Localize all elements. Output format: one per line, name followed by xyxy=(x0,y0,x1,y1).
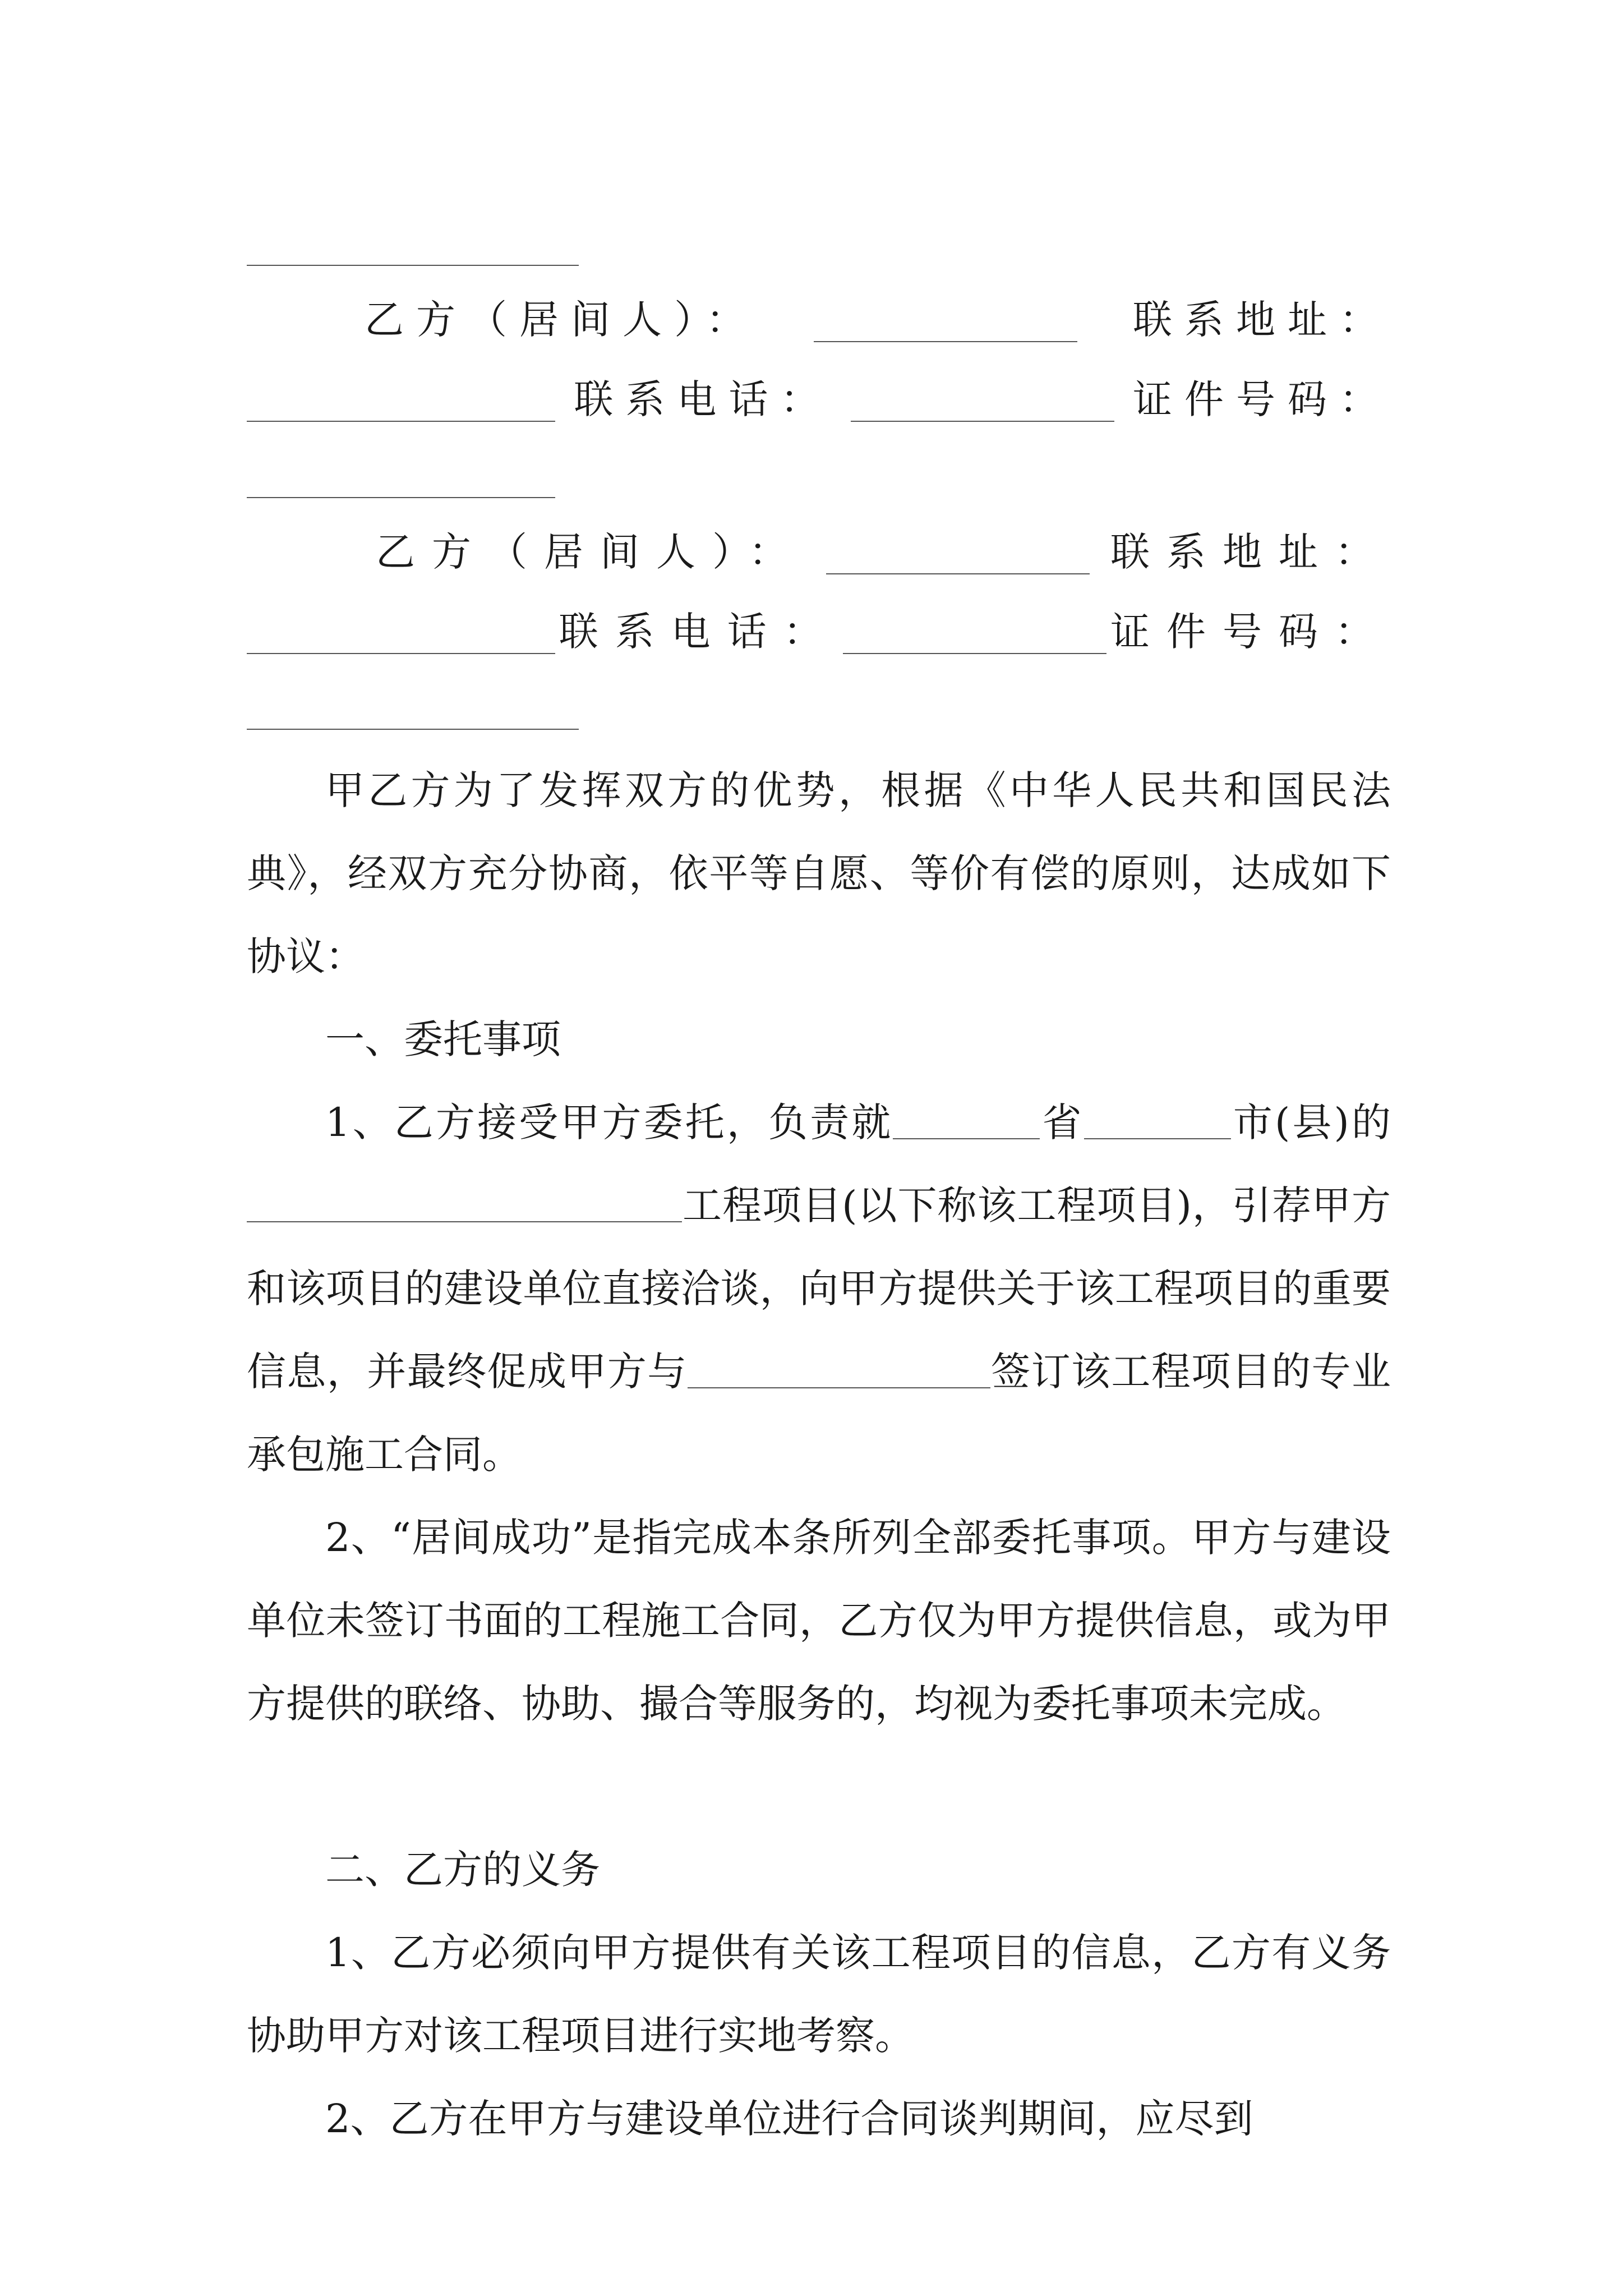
party-b-1-phone-blank[interactable] xyxy=(851,386,1114,422)
party-b-1-address-label: 联系地址： xyxy=(1133,297,1391,343)
party-b-1-id-blank[interactable] xyxy=(247,497,555,498)
section-1-item-2: 2、“居间成功”是指完成本条所列全部委托事项。甲方与建设单位未签订书面的工程施工合同，乙方仅为甲方提供信息，或为甲方提供的联络、协助、撮合等服务的，均视为委托事项未完成。 xyxy=(247,1515,1391,1727)
party-b-2-line-1 xyxy=(376,530,1391,574)
section-1-heading: 一、委托事项 xyxy=(325,1016,561,1062)
city-blank[interactable] xyxy=(1084,1103,1231,1139)
party-b-2-phone-label: 联系电话： xyxy=(559,609,840,655)
party-b-2-id-label: 证件号码： xyxy=(1110,609,1391,655)
party-b-2-id-blank[interactable] xyxy=(247,729,579,730)
party-b-1-id-label: 证件号码： xyxy=(1132,376,1391,422)
item-1-text-a: 1、乙方接受甲方委托，负责就 xyxy=(325,1099,893,1145)
item-1-text-b: 省 xyxy=(1040,1099,1084,1145)
party-b-2-label: 乙方（居间人）： xyxy=(376,529,805,575)
section-2-heading: 二、乙方的义务 xyxy=(325,1847,600,1893)
party-b-1-address-blank[interactable] xyxy=(247,386,555,422)
party-b-2-line-2 xyxy=(247,609,1391,654)
item-1-text-c: 市(县)的 xyxy=(1230,1099,1391,1145)
party-b-2-phone-blank[interactable] xyxy=(843,618,1106,654)
party-b-2-address-label: 联系地址： xyxy=(1110,529,1391,575)
section-2-item-1: 1、乙方必须向甲方提供有关该工程项目的信息，乙方有义务协助甲方对该工程项目进行实地考察。 xyxy=(247,1930,1391,2059)
party-b-1-line-1 xyxy=(365,297,1391,342)
counterparty-blank[interactable] xyxy=(688,1352,990,1388)
party-b-1-label: 乙方（居间人）： xyxy=(365,297,758,343)
party-b-2-address-blank[interactable] xyxy=(247,618,555,654)
item-1-text-d: 工程项目(以下称该工程项目)，引荐甲方和该项目的建设单位直接洽谈，向甲方提供关于该工程项目的重要信息，并最终促成甲方与 xyxy=(247,1182,1391,1395)
party-b-1-line-2 xyxy=(247,377,1391,422)
section-2-item-2: 2、乙方在甲方与建设单位进行合同谈判期间，应尽到 xyxy=(325,2096,1253,2142)
party-b-1-name-blank[interactable] xyxy=(814,306,1077,342)
party-b-1-phone-label: 联系电话： xyxy=(574,376,832,422)
item-1-text-e: 签订该工程项目的专业承包施工合同。 xyxy=(247,1349,1391,1478)
project-name-blank[interactable] xyxy=(247,1186,682,1222)
province-blank[interactable] xyxy=(893,1103,1040,1139)
party-b-2-name-blank[interactable] xyxy=(826,539,1090,574)
section-1-item-1 xyxy=(247,1081,1391,1496)
top-blank-line xyxy=(247,265,579,266)
intro-paragraph: 甲乙方为了发挥双方的优势，根据《中华人民共和国民法典》，经双方充分协商，依平等自愿、等价有偿的原则，达成如下协议： xyxy=(247,767,1391,979)
